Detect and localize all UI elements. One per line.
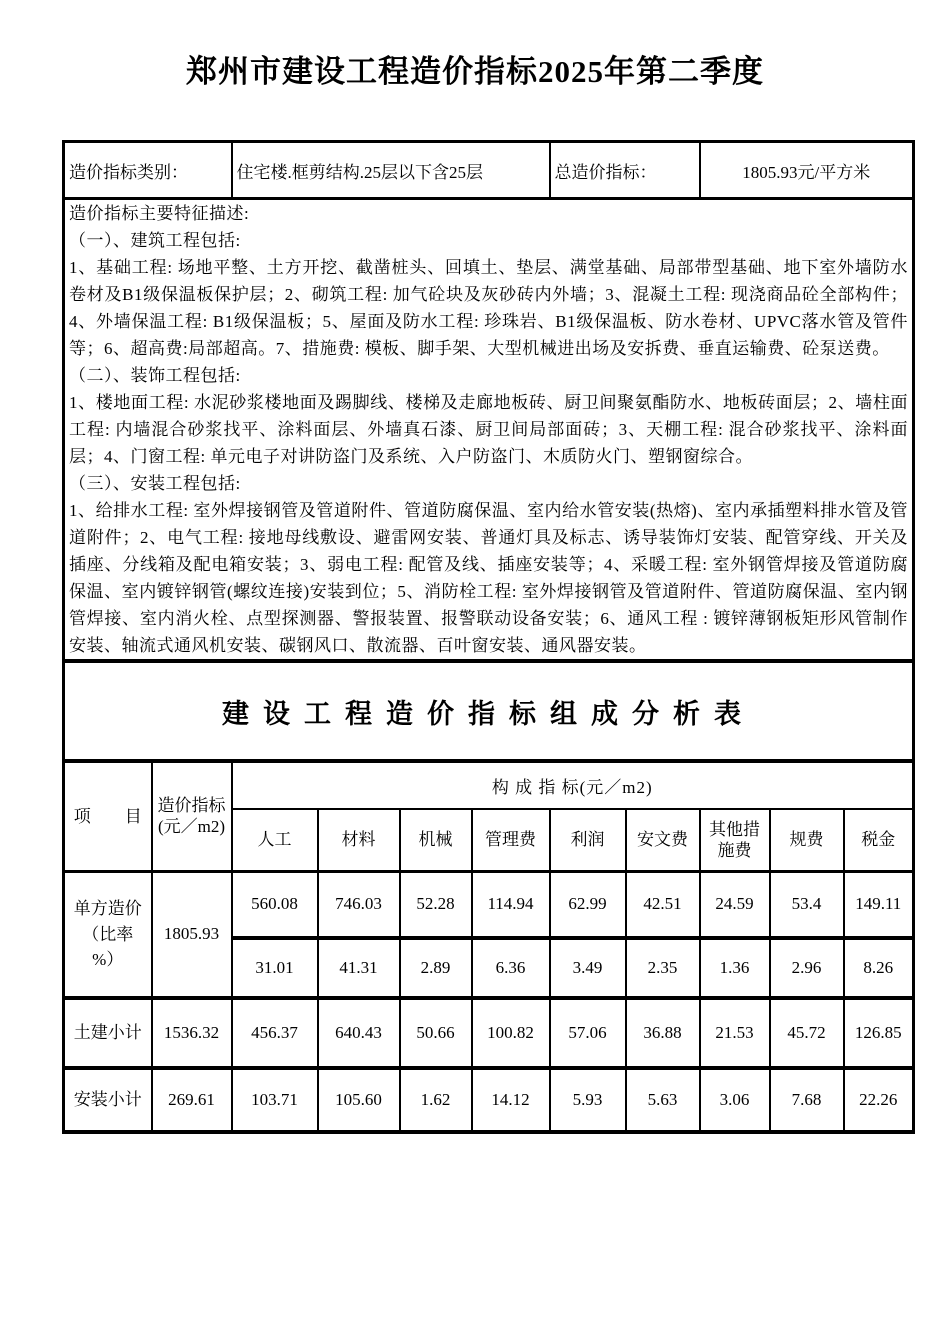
section2-body: 1、楼地面工程: 水泥砂浆楼地面及踢脚线、楼梯及走廊地板砖、厨卫间聚氨酯防水、地板砖面层；2、墙柱面工程: 内墙混合砂浆找平、涂料面层、外墙真石漆、厨卫间局部面砖；3、天棚工程: 混合砂浆找平、涂料面层；4、门窗工程: 单元电子对讲防盗门及系统、入户防盗门、木质防火门、塑钢窗综合。 — [69, 393, 909, 466]
unit-cost-index: 1805.93 — [152, 871, 232, 998]
feature-description-cell — [64, 199, 914, 662]
total-index-value: 1805.93元/平方米 — [700, 142, 914, 199]
value-cell: 5.93 — [550, 1068, 626, 1132]
section3-body: 1、给排水工程: 室外焊接钢管及管道附件、管道防腐保温、室内给水管安装(热熔)、室内承插塑料排水管及管道附件；2、电气工程: 接地母线敷设、避雷网安装、普通灯具及标志、诱导装饰灯安装、配管穿线、开关及插座、分线箱及配电箱安装；3、弱电工程: 配管及线、插座安装等；4、采暖工程: 室外钢管焊接及管道防腐保温、室内镀锌钢管(螺纹连接)安装到位；5、消防栓工程: 室外焊接钢管及管道附件、管道防腐保温、室内钢管焊接、室内消火栓、点型探测器、警报装置、报警联动设备安装；6、通风工程 : 镀锌薄钢板矩形风管制作安装、轴流式通风机安装、碳钢风口、散流器、百叶窗安装、通风器安装。 — [69, 501, 909, 655]
value-cell: 7.68 — [770, 1068, 844, 1132]
value-cell: 52.28 — [400, 871, 472, 938]
value-cell: 45.72 — [770, 998, 844, 1068]
value-cell: 3.49 — [550, 938, 626, 998]
value-cell: 36.88 — [626, 998, 700, 1068]
row-label-unit-cost: 单方造价 （比率 %） — [64, 871, 152, 998]
col-header-composition: 构 成 指 标(元／m2) — [232, 761, 914, 809]
civil-index: 1536.32 — [152, 998, 232, 1068]
col-header-material: 材料 — [318, 809, 400, 871]
row-label-civil: 土建小计 — [64, 998, 152, 1068]
value-cell: 456.37 — [232, 998, 318, 1068]
value-cell: 103.71 — [232, 1068, 318, 1132]
value-cell: 640.43 — [318, 998, 400, 1068]
value-cell: 149.11 — [844, 871, 914, 938]
value-cell: 41.31 — [318, 938, 400, 998]
description-heading: 造价指标主要特征描述: — [69, 204, 250, 223]
analysis-header-row-1 — [64, 761, 914, 809]
value-cell: 5.63 — [626, 1068, 700, 1132]
analysis-section-title: 建设工程造价指标组成分析表 — [64, 661, 914, 761]
row-label-install: 安装小计 — [64, 1068, 152, 1132]
col-header-other-measures: 其他措施费 — [700, 809, 770, 871]
value-cell: 105.60 — [318, 1068, 400, 1132]
value-cell: 50.66 — [400, 998, 472, 1068]
value-cell: 2.96 — [770, 938, 844, 998]
value-cell: 24.59 — [700, 871, 770, 938]
category-label: 造价指标类别： — [64, 142, 232, 199]
description-row — [64, 199, 914, 662]
value-cell: 31.01 — [232, 938, 318, 998]
col-header-fees: 规费 — [770, 809, 844, 871]
col-header-management: 管理费 — [472, 809, 550, 871]
cost-index-table — [62, 140, 915, 1134]
value-cell: 126.85 — [844, 998, 914, 1068]
col-header-item: 项 目 — [64, 761, 152, 871]
unit-cost-amount-row — [64, 871, 914, 938]
civil-subtotal-row — [64, 998, 914, 1068]
value-cell: 53.4 — [770, 871, 844, 938]
install-index: 269.61 — [152, 1068, 232, 1132]
value-cell: 100.82 — [472, 998, 550, 1068]
value-cell: 560.08 — [232, 871, 318, 938]
info-row — [64, 142, 914, 199]
category-value: 住宅楼.框剪结构.25层以下含25层 — [232, 142, 550, 199]
value-cell: 1.62 — [400, 1068, 472, 1132]
value-cell: 2.35 — [626, 938, 700, 998]
value-cell: 22.26 — [844, 1068, 914, 1132]
value-cell: 6.36 — [472, 938, 550, 998]
section2-title: （二）、装饰工程包括: — [69, 366, 241, 385]
col-header-profit: 利润 — [550, 809, 626, 871]
value-cell: 62.99 — [550, 871, 626, 938]
value-cell: 3.06 — [700, 1068, 770, 1132]
value-cell: 114.94 — [472, 871, 550, 938]
section1-body: 1、基础工程: 场地平整、土方开挖、截凿桩头、回填土、垫层、满堂基础、局部带型基础、地下室外墙防水卷材及B1级保温板保护层；2、砌筑工程: 加气砼块及灰砂砖内外墙；3、混凝土工程: 现浇商品砼全部构件；4、外墙保温工程: B1级保温板；5、屋面及防水工程: 珍珠岩、B1级保温板、防水卷材、UPVC落水管及管件等；6、超高费:局部超高。7、措施费: 模板、脚手架、大型机械进出场及安拆费、垂直运输费、砼泵送费。 — [69, 258, 909, 358]
section1-title: （一）、建筑工程包括: — [69, 231, 241, 250]
value-cell: 21.53 — [700, 998, 770, 1068]
value-cell: 1.36 — [700, 938, 770, 998]
total-index-label: 总造价指标： — [550, 142, 700, 199]
col-header-tax: 税金 — [844, 809, 914, 871]
value-cell: 42.51 — [626, 871, 700, 938]
col-header-safety: 安文费 — [626, 809, 700, 871]
value-cell: 8.26 — [844, 938, 914, 998]
section3-title: （三）、安装工程包括: — [69, 474, 241, 493]
install-subtotal-row — [64, 1068, 914, 1132]
value-cell: 2.89 — [400, 938, 472, 998]
col-header-machinery: 机械 — [400, 809, 472, 871]
col-header-index: 造价指标 (元／m2) — [152, 761, 232, 871]
analysis-title-row — [64, 661, 914, 761]
value-cell: 57.06 — [550, 998, 626, 1068]
page-title: 郑州市建设工程造价指标2025年第二季度 — [186, 54, 764, 89]
col-header-labor: 人工 — [232, 809, 318, 871]
value-cell: 746.03 — [318, 871, 400, 938]
value-cell: 14.12 — [472, 1068, 550, 1132]
